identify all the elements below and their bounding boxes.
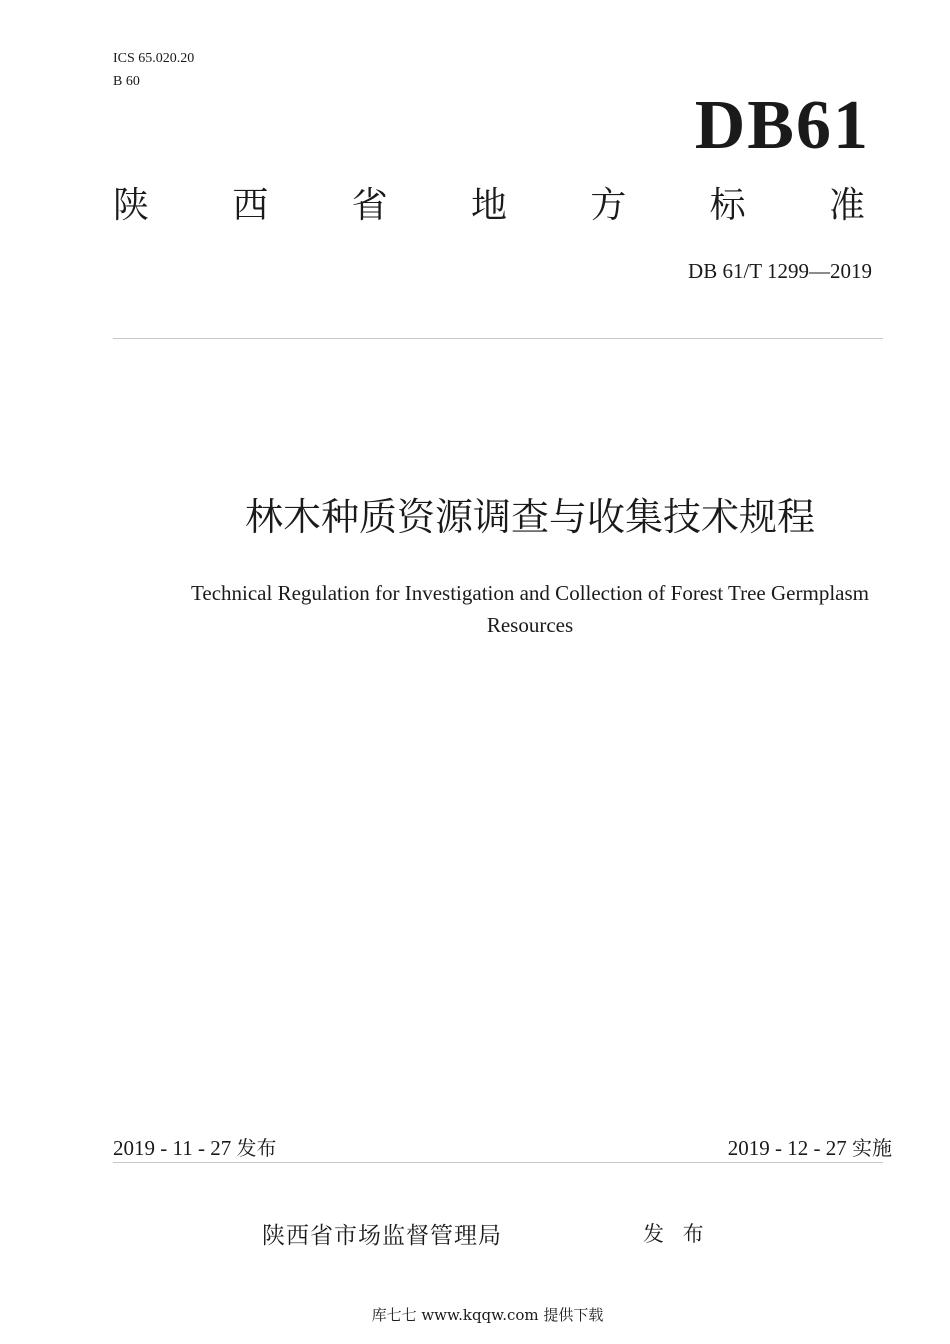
dates-divider — [113, 1162, 883, 1163]
implement-date: 2019 - 12 - 27 — [727, 1136, 847, 1160]
standard-type-char: 陕 — [113, 185, 150, 226]
implement-date-line — [560, 1133, 892, 1163]
issue-date-line — [113, 1133, 276, 1163]
standard-number: DB 61/T 1299—2019 — [688, 259, 872, 283]
footer-download-note: 库七七 www.kqqw.com 提供下载 — [371, 1306, 604, 1324]
issue-label: 发布 — [236, 1136, 277, 1160]
standard-type-char: 地 — [470, 185, 507, 226]
standard-type-heading — [113, 182, 865, 230]
standard-type-char: 省 — [351, 185, 388, 226]
document-title-english: Technical Regulation for Investigation and Collection of Forest Tree Germplasm Resources — [191, 581, 869, 637]
issuing-authority: 陕西省市场监督管理局 — [262, 1223, 502, 1249]
classification-code: B 60 — [113, 74, 140, 89]
implement-label: 实施 — [852, 1136, 892, 1160]
issuing-verb: 发 布 — [643, 1222, 710, 1246]
standard-type-char: 方 — [590, 185, 627, 226]
header-divider — [113, 338, 883, 339]
issue-date: 2019 - 11 - 27 — [113, 1136, 232, 1160]
standard-type-char: 西 — [232, 185, 269, 226]
standard-type-char: 准 — [828, 185, 865, 226]
ics-code: ICS 65.020.20 — [113, 51, 195, 66]
standard-type-char: 标 — [709, 185, 746, 226]
standard-logo: DB61 — [694, 87, 870, 164]
document-title-chinese: 林木种质资源调查与收集技术规程 — [244, 495, 815, 539]
